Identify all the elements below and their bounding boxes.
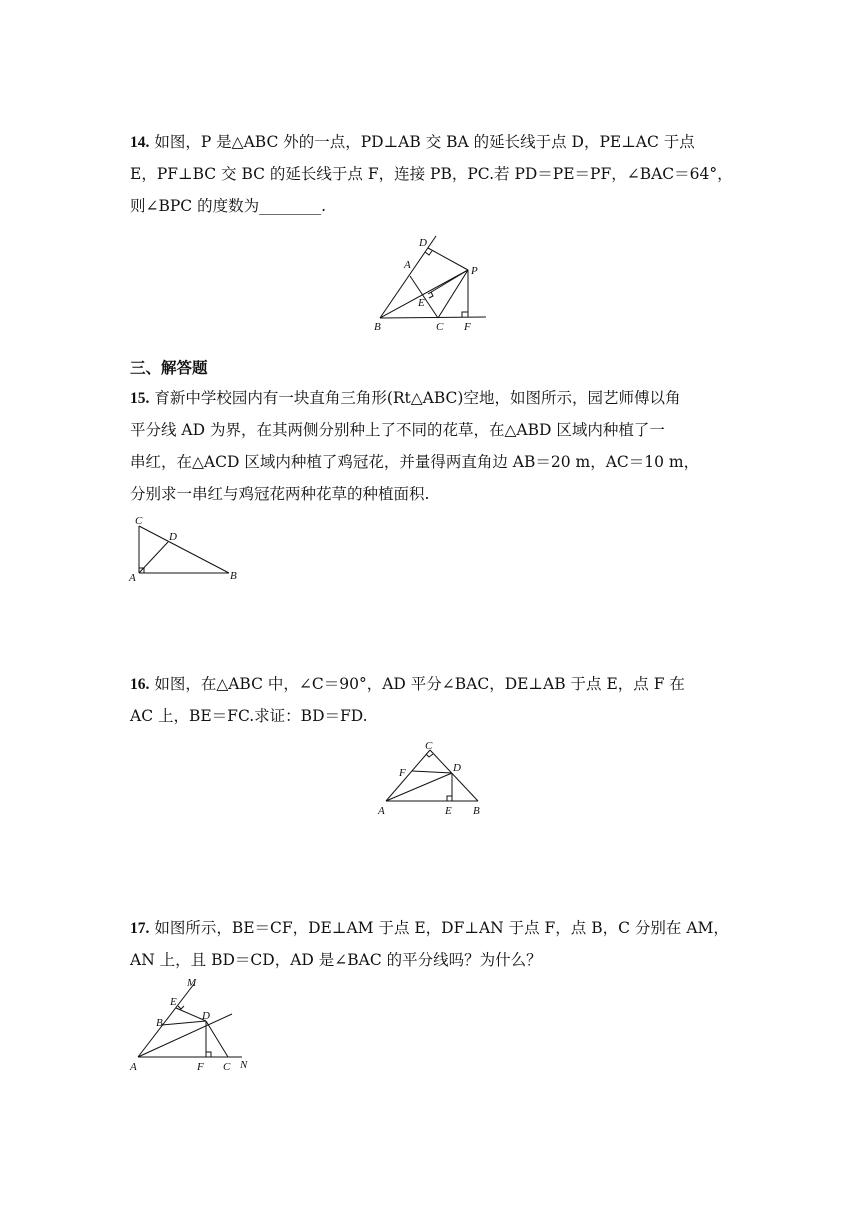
- point-label-c: C: [436, 321, 444, 332]
- figure-q17: [124, 976, 259, 1074]
- point-label-e: E: [418, 297, 425, 309]
- point-label-d: D: [453, 762, 461, 774]
- point-label-d: D: [202, 1010, 210, 1022]
- point-label-f: F: [197, 1061, 204, 1073]
- question-text-line: 如图所示，BE＝CF，DE⊥AM 于点 E，DF⊥AN 于点 F，点 B，C 分别在 AM，: [154, 919, 729, 937]
- point-label-b: B: [156, 1017, 163, 1029]
- point-label-a: A: [130, 1061, 137, 1073]
- point-label-b: B: [374, 321, 381, 332]
- question-number: 15.: [130, 390, 150, 407]
- point-label-b: B: [230, 570, 237, 582]
- point-label-m: M: [187, 977, 197, 989]
- figure-q14: [370, 230, 490, 332]
- point-label-p: P: [471, 265, 478, 277]
- question-text-line: 如图，P 是△ABC 外的一点，PD⊥AB 交 BA 的延长线于点 D，PE⊥AC 于点: [154, 133, 695, 151]
- point-label-d: D: [169, 531, 177, 543]
- point-label-f: F: [399, 767, 406, 779]
- point-label-a: A: [404, 259, 411, 271]
- question-text-line: 则∠BPC 的度数为________.: [130, 197, 327, 215]
- question-16: [130, 668, 730, 732]
- point-label-e: E: [445, 805, 452, 817]
- question-number: 16.: [130, 676, 150, 693]
- question-text-line: 分别求一串红与鸡冠花两种花草的种植面积.: [130, 485, 430, 503]
- point-label-c: C: [135, 515, 143, 527]
- question-number: 14.: [130, 134, 150, 151]
- point-label-a: A: [378, 805, 385, 817]
- question-text-line: 育新中学校园内有一块直角三角形(Rt△ABC)空地，如图所示，园艺师傅以角: [154, 389, 681, 407]
- figure-q15: [128, 512, 243, 584]
- question-text-line: AN 上，且 BD＝CD，AD 是∠BAC 的平分线吗？为什么？: [130, 951, 542, 969]
- question-text-line: 平分线 AD 为界，在其两侧分别种上了不同的花草，在△ABD 区域内种植了一: [130, 421, 665, 439]
- question-text-line: 串红，在△ACD 区域内种植了鸡冠花，并量得两直角边 AB＝20 m，AC＝10 m，: [130, 453, 700, 471]
- question-14: [130, 126, 733, 222]
- point-label-f: F: [464, 321, 471, 332]
- point-label-e: E: [170, 996, 177, 1008]
- section-heading: 三、解答题: [130, 359, 208, 377]
- point-label-n: N: [240, 1059, 248, 1071]
- point-label-a: A: [129, 572, 136, 584]
- question-17: [130, 912, 730, 976]
- question-text-line: AC 上，BE＝FC.求证：BD＝FD.: [130, 707, 368, 725]
- point-label-d: D: [419, 237, 427, 249]
- question-number: 17.: [130, 920, 150, 937]
- point-label-c: C: [425, 740, 433, 752]
- question-text-line: 如图，在△ABC 中，∠C＝90°，AD 平分∠BAC，DE⊥AB 于点 E，点 F 在: [154, 675, 685, 693]
- figure-q16: [372, 738, 487, 820]
- question-text-line: E，PF⊥BC 交 BC 的延长线于点 F，连接 PB，PC.若 PD＝PE＝PF，∠BAC＝64°，: [130, 165, 733, 183]
- question-15: [130, 382, 730, 510]
- point-label-c: C: [223, 1061, 231, 1073]
- point-label-b: B: [473, 805, 480, 817]
